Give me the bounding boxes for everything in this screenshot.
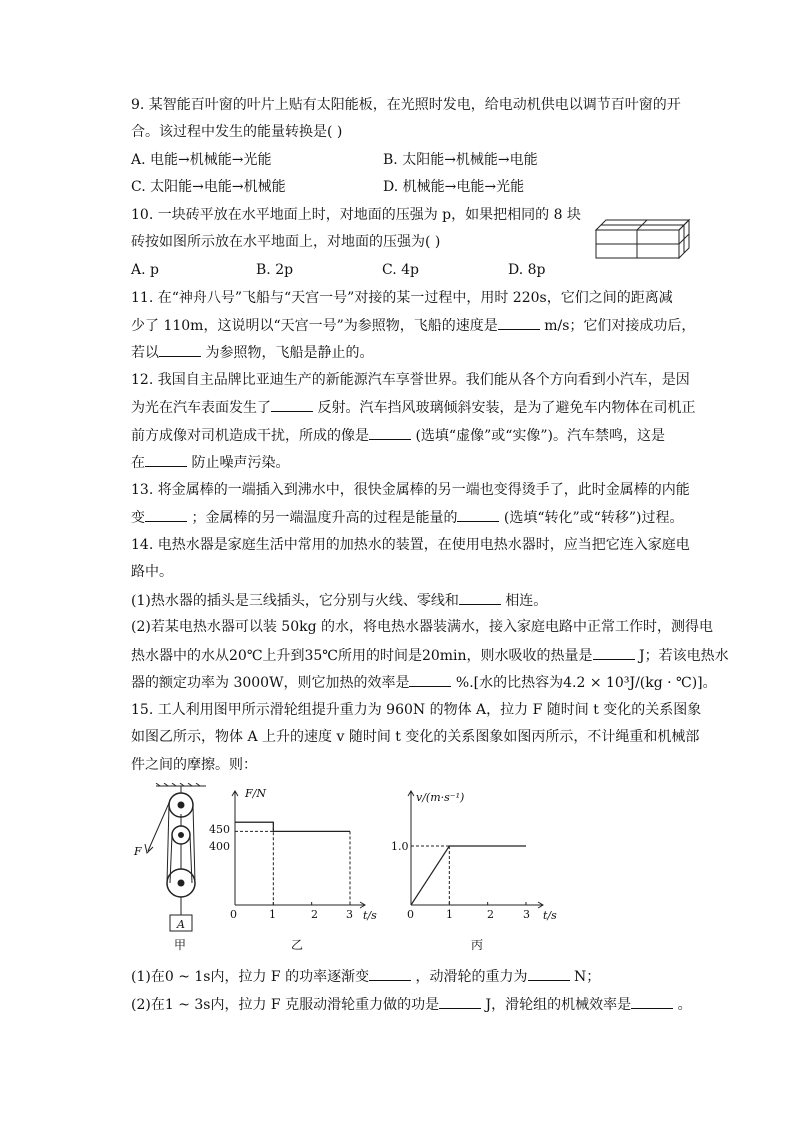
yi-x-tick-2: 2 [311, 908, 318, 921]
answer-blank[interactable] [145, 507, 187, 522]
q12-stem-line2: 为光在汽车表面发生了 反射。汽车挡风玻璃倾斜安装，是为了避免车内物体在司机正 [131, 397, 695, 418]
answer-blank[interactable] [159, 342, 201, 357]
q14-sub2-line3: 器的额定功率为 3000W，则它加热的效率是 %.[水的比热容为4.2 × 10³J/(kg · ℃)]。 [131, 672, 717, 693]
answer-blank[interactable] [459, 590, 501, 605]
pulley-system-figure [128, 783, 208, 953]
bing-x-axis-label: t/s [543, 909, 557, 922]
bing-y-axis-label: v/(m·s⁻¹) [416, 791, 465, 804]
answer-blank[interactable] [631, 994, 673, 1009]
force-f-label: F [134, 845, 142, 858]
q12-stem-line1: 12. 我国自主品牌比亚迪生产的新能源汽车享誉世界。我们能从各个方向看到小汽车，是因 [131, 372, 690, 388]
q15-sub1: (1)在0 ~ 1s内，拉力 F 的功率逐渐变 ，动滑轮的重力为 N； [131, 966, 600, 987]
bing-x-tick-3: 3 [523, 908, 530, 921]
answer-blank[interactable] [369, 966, 411, 981]
answer-blank[interactable] [457, 507, 499, 522]
q12-stem-line3: 前方成像对司机造成干扰，所成的像是 (选填“虚像”或“实像”)。汽车禁鸣，这是 [131, 425, 665, 446]
q14-sub2-line2: 热水器中的水从20℃上升到35℃所用的时间是20min，则水吸收的热量是 J；若该电热水 [131, 645, 729, 666]
figure-caption-jia: 甲 [174, 938, 187, 952]
q10-option-c: C. 4p [382, 262, 419, 278]
q10-option-b: B. 2p [256, 262, 294, 278]
q15-stem-line3: 件之间的摩擦。则： [131, 757, 257, 773]
figure-caption-bing: 丙 [471, 938, 484, 952]
data-line [411, 846, 526, 905]
bing-x-tick-0: 0 [407, 908, 414, 921]
q11-stem-line3: 若以 为参照物，飞船是静止的。 [131, 342, 373, 363]
answer-blank[interactable] [271, 397, 313, 412]
q10-option-a: A. p [131, 262, 159, 278]
q9-option-c: C. 太阳能→电能→机械能 [131, 179, 286, 195]
q11-stem-line2: 少了 110m，这说明以“天宫一号”为参照物，飞船的速度是 m/s；它们对接成功后， [131, 315, 695, 336]
q13-stem-line2: 变 ；金属棒的另一端温度升高的过程是能量的 (选填“转化”或“转移”)过程。 [131, 507, 683, 528]
answer-blank[interactable] [409, 672, 451, 687]
figure-caption-yi: 乙 [291, 938, 304, 952]
q15-sub2: (2)在1 ~ 3s内，拉力 F 克服动滑轮重力做的功是 J，滑轮组的机械效率是 。 [131, 994, 692, 1015]
bing-y-tick-1: 1.0 [391, 840, 409, 853]
q9-option-d: D. 机械能→电能→光能 [383, 179, 525, 195]
q14-sub2-line1: (2)若某电热水器可以装 50kg 的水，将电热水器装满水，接入家庭电路中正常工作时，测得电 [131, 619, 713, 635]
answer-blank[interactable] [369, 425, 411, 440]
answer-blank[interactable] [439, 994, 481, 1009]
q10-option-d: D. 8p [508, 262, 546, 278]
q11-stem-line1: 11. 在“神舟八号”飞船与“天宫一号”对接的某一过程中，用时 220s，它们之间的距离减 [131, 290, 673, 306]
q10-stem-line2: 砖按如图所示放在水平地面上，对地面的压强为( ) [131, 234, 441, 250]
q14-stem-line2: 路中。 [131, 564, 173, 580]
answer-blank[interactable] [498, 315, 540, 330]
q9-stem-line1: 9. 某智能百叶窗的叶片上贴有太阳能板，在光照时发电，给电动机供电以调节百叶窗的开 [131, 97, 681, 113]
answer-blank[interactable] [593, 645, 635, 660]
object-a-label: A [177, 918, 185, 931]
q9-stem-line2: 合。该过程中发生的能量转换是( ) [131, 124, 343, 140]
force-time-chart [205, 783, 380, 953]
q12-stem-line4: 在 防止噪声污染。 [131, 452, 289, 473]
bing-x-tick-1: 1 [446, 908, 453, 921]
q15-stem-line1: 15. 工人利用图甲所示滑轮组提升重力为 960N 的物体 A，拉力 F 随时间 t 变化的关系图象 [131, 702, 702, 718]
q13-stem-line1: 13. 将金属棒的一端插入到沸水中，很快金属棒的另一端也变得烫手了，此时金属棒的内能 [131, 482, 690, 498]
yi-x-axis-label: t/s [363, 909, 377, 922]
q14-stem-line1: 14. 电热水器是家庭生活中常用的加热水的装置，在使用电热水器时，应当把它连入家庭电 [131, 537, 690, 553]
answer-blank[interactable] [528, 966, 570, 981]
velocity-time-chart [383, 783, 563, 953]
q15-stem-line2: 如图乙所示，物体 A 上升的速度 v 随时间 t 变化的关系图象如图丙所示，不计绳重和机械部 [131, 729, 700, 745]
answer-blank[interactable] [145, 452, 187, 467]
data-line [235, 822, 350, 831]
q10-stem-line1: 10. 一块砖平放在水平地面上时，对地面的压强为 p，如果把相同的 8 块 [131, 207, 581, 223]
yi-y-axis-label: F/N [245, 787, 266, 800]
yi-x-tick-1: 1 [269, 908, 276, 921]
brick-stack-figure [592, 214, 692, 260]
bing-x-tick-2: 2 [487, 908, 494, 921]
q9-option-a: A. 电能→机械能→光能 [131, 152, 272, 168]
yi-y-tick-450: 450 [209, 823, 230, 836]
yi-y-tick-400: 400 [209, 840, 230, 853]
q9-option-b: B. 太阳能→机械能→电能 [383, 152, 538, 168]
yi-x-tick-3: 3 [346, 908, 353, 921]
q14-sub1: (1)热水器的插头是三线插头，它分别与火线、零线和 相连。 [131, 590, 547, 611]
yi-x-tick-0: 0 [230, 908, 237, 921]
